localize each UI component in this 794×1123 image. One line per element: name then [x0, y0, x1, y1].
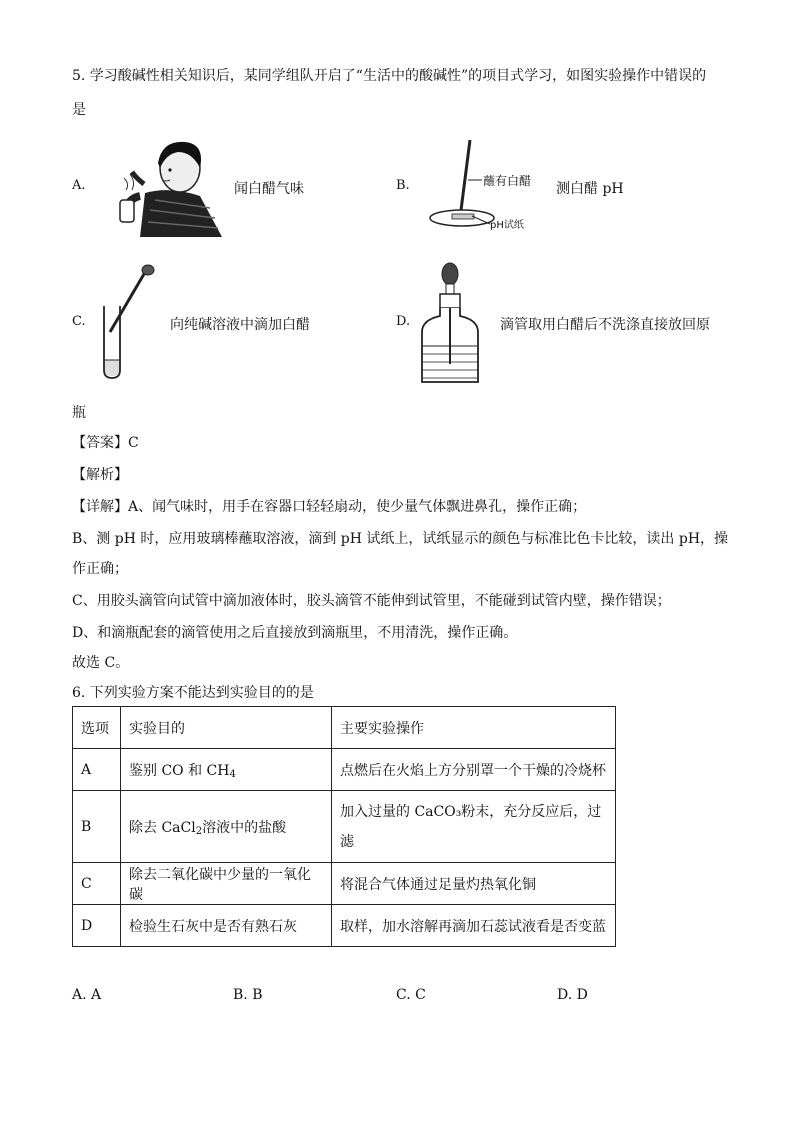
q5-option-b-text: 测白醋 pH [556, 181, 624, 197]
q5-stem-line2: 是 [72, 102, 86, 118]
table-header-row [73, 707, 616, 749]
row-option: A [73, 749, 121, 791]
smelling-person-illustration [100, 138, 225, 238]
q5-stem-line1: 5. 学习酸碱性相关知识后，某同学组队开启了“生活中的酸碱性”的项目式学习，如图实验操作中错误的 [72, 68, 707, 84]
q5-option-a-text: 闻白醋气味 [234, 181, 304, 197]
table-row [73, 791, 616, 863]
detail-line-2: B、测 pH 时，应用玻璃棒蘸取溶液，滴到 pH 试纸上，试纸显示的颜色与标准比色卡比较，读出 pH，操 [72, 531, 729, 547]
label-dipped-vinegar: 蘸有白醋 [483, 174, 532, 188]
row-goal: 除去 CaCl$_2$溶液中的盐酸 [121, 791, 332, 863]
analysis-label: 【解析】 [72, 467, 128, 483]
table-row [73, 905, 616, 947]
q5-option-c-text: 向纯碱溶液中滴加白醋 [170, 317, 310, 333]
q5-option-d-wrap: 瓶 [72, 405, 86, 421]
detail-line-3: 作正确； [72, 561, 128, 577]
row-option: D [73, 905, 121, 947]
detail-line-6: 故选 C。 [72, 655, 130, 671]
q6-choice-d: D. D [557, 987, 588, 1003]
q5-option-a-letter: A. [72, 178, 86, 193]
row-operation: 点燃后在火焰上方分别罩一个干燥的冷烧杯 [332, 749, 616, 791]
row-goal: 鉴别 CO 和 $CH_4$ [121, 749, 332, 791]
label-ph-paper: pH试纸 [490, 220, 524, 231]
q5-option-d-text: 滴管取用白醋后不洗涤直接放回原 [500, 317, 710, 333]
row-option: C [73, 863, 121, 905]
ph-test-illustration [422, 138, 547, 233]
row-goal: 检验生石灰中是否有熟石灰 [121, 905, 332, 947]
answer-line: 【答案】C [72, 435, 139, 451]
header-option: 选项 [73, 707, 121, 749]
table-row [73, 749, 616, 791]
row-option: B [73, 791, 121, 863]
test-tube-dropper-illustration [96, 262, 160, 382]
q5-option-c-letter: C. [72, 314, 86, 329]
q6-stem: 6. 下列实验方案不能达到实验目的的是 [72, 685, 314, 701]
detail-line-1: 【详解】A、闻气味时，用手在容器口轻轻扇动，使少量气体飘进鼻孔，操作正确； [72, 499, 587, 515]
dropper-bottle-illustration [418, 260, 482, 386]
detail-line-5: D、和滴瓶配套的滴管使用之后直接放到滴瓶里，不用清洗，操作正确。 [72, 625, 518, 641]
q6-choice-b: B. B [233, 987, 263, 1003]
row-goal: 除去二氧化碳中少量的一氧化碳 [121, 863, 332, 905]
q6-table [72, 706, 616, 947]
header-operation: 主要实验操作 [332, 707, 616, 749]
detail-line-4: C、用胶头滴管向试管中滴加液体时，胶头滴管不能伸到试管里，不能碰到试管内壁，操作错误； [72, 593, 671, 609]
q6-choice-c: C. C [396, 987, 426, 1003]
row-operation: 将混合气体通过足量灼热氧化铜 [332, 863, 616, 905]
table-row [73, 863, 616, 905]
q6-choice-a: A. A [72, 987, 102, 1003]
q5-option-b-letter: B. [396, 178, 410, 193]
header-goal: 实验目的 [121, 707, 332, 749]
row-operation: 取样，加水溶解再滴加石蕊试液看是否变蓝 [332, 905, 616, 947]
q5-option-d-letter: D. [396, 314, 411, 329]
row-operation: 加入过量的 CaCO₃粉末，充分反应后，过 滤 [332, 791, 616, 863]
